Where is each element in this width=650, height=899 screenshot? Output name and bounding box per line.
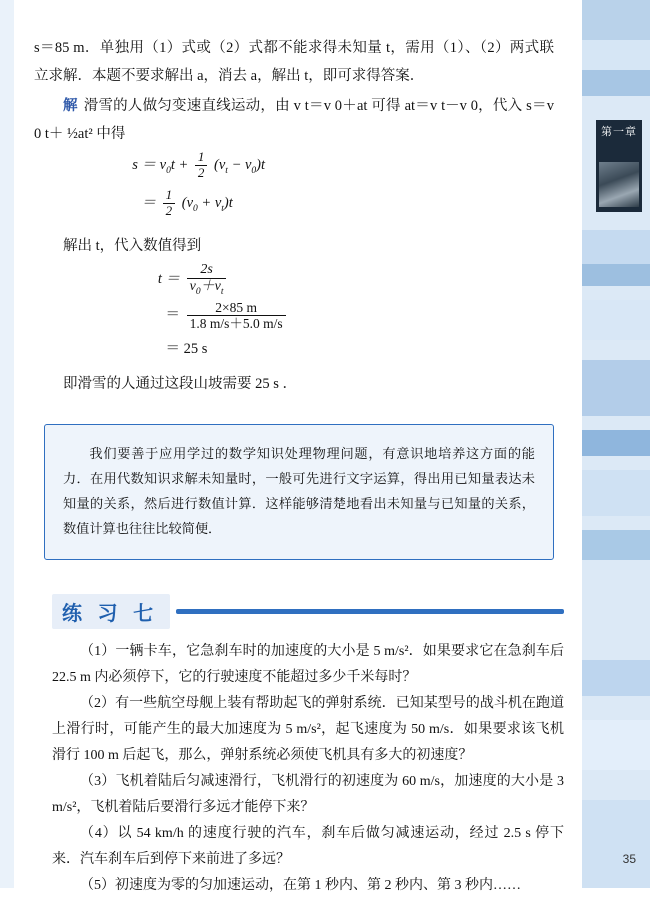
equation-2-body: $\frac{1}{2}$ $(v_0 + v_t)t$: [160, 195, 233, 211]
fraction-den: 2: [163, 203, 176, 219]
paragraph-problem-note: s＝85 m．单独用（1）式或（2）式都不能求得未知量 t，需用（1）、（2）两式联立求解．本题不要求解出 a，消去 a，解出 t，即可求得答案．: [34, 40, 554, 84]
chapter-tab-photo: [599, 162, 639, 207]
equation-5: [34, 334, 554, 364]
band-stripe: [582, 580, 650, 640]
page-number: 35: [622, 852, 636, 866]
fraction-num: 1: [165, 187, 173, 203]
equation-1-left: s ＝: [132, 157, 156, 173]
band-stripe: [582, 300, 650, 340]
fraction-2s-over-v0-plus-vt: [187, 262, 227, 298]
right-decor-band: [582, 0, 650, 888]
equation-4: [34, 300, 554, 332]
chapter-tab: [596, 120, 642, 212]
fraction-num: 1: [197, 149, 205, 165]
exercise-question: （2）有一些航空母舰上装有帮助起飞的弹射系统．已知某型号的战斗机在跑道上滑行时，可能产生的最大加速度为 5 m/s²，起飞速度为 50 m/s．如果要求该飞机滑行 100 m 后起飞，那么，弹射系统必须使飞机具有多大的初速度？: [52, 695, 564, 763]
band-stripe: [582, 264, 650, 286]
band-stripe: [582, 530, 650, 560]
band-stripe: [582, 0, 650, 40]
fraction-one-half: [163, 188, 176, 219]
equation-4-left: ＝: [165, 306, 180, 323]
equation-5-body: 25 s: [183, 340, 208, 357]
equation-1: [34, 150, 554, 186]
fraction-numeric: [187, 300, 286, 332]
band-stripe: [582, 230, 650, 264]
exercise-title: 练 习 七: [52, 594, 170, 629]
equation-1-body: $v_0t$ + $\frac{1}{2}$ $(v_t - v_0)t$: [159, 149, 266, 181]
band-stripe: [582, 430, 650, 456]
equation-2: [34, 188, 554, 224]
tip-box: [44, 424, 554, 560]
band-stripe: [582, 720, 650, 770]
exercise-rule: [176, 609, 564, 614]
fraction-num: 2×85 m: [215, 299, 257, 315]
band-stripe: [582, 660, 650, 696]
equation-5-left: ＝: [165, 340, 180, 357]
paragraph-solution: [34, 92, 554, 148]
tip-text: 我们要善于应用学过的数学知识处理物理问题，有意识地培养这方面的能力．在用代数知识求解未知量时，一般可先进行文字运算，得出用已知量表达未知量的关系，然后进行数值计算．这样能够清楚地看出未知量与已知量的关系，数值计算也往往比较简便．: [63, 445, 535, 536]
fraction-one-half: [195, 150, 208, 181]
equation-3: [34, 262, 554, 298]
fraction-den: 1.8 m/s＋5.0 m/s: [187, 315, 286, 332]
band-stripe: [582, 800, 650, 888]
exercise-header: [52, 594, 564, 629]
chapter-tab-label: 第一章: [601, 126, 637, 138]
exercise-question: （5）初速度为零的匀加速运动，在第 1 秒内、第 2 秒内、第 3 秒内……: [80, 877, 521, 893]
band-stripe: [582, 470, 650, 516]
solution-label: 解: [63, 98, 78, 114]
solution-text: 滑雪的人做匀变速直线运动，由 v t＝v 0＋at 可得 at＝v t－v 0，代入 s＝v 0 t＋ ½at² 中得: [34, 98, 555, 142]
equation-3-left: t ＝: [157, 271, 180, 288]
band-stripe: [582, 70, 650, 96]
exercise-question: （3）飞机着陆后匀减速滑行，飞机滑行的初速度为 60 m/s，加速度的大小是 3 m/s²，飞机着陆后要滑行多远才能停下来？: [52, 773, 564, 815]
fraction-den: 2: [195, 165, 208, 181]
fraction-den: $v_0+v_t$: [187, 278, 227, 298]
band-stripe: [582, 40, 650, 70]
paragraph-conclusion: 即滑雪的人通过这段山坡需要 25 s ．: [63, 375, 298, 392]
equation-2-left: ＝: [141, 194, 156, 211]
exercise-question: （1）一辆卡车，它急刹车时的加速度的大小是 5 m/s²．如果要求它在急刹车后 22.5 m 内必须停下，它的行驶速度不能超过多少千米每时？: [52, 643, 564, 685]
band-stripe: [582, 360, 650, 416]
paragraph-solve-t: 解出 t，代入数值得到: [63, 237, 202, 254]
exercise-question: （4）以 54 km/h 的速度行驶的汽车，刹车后做匀减速运动，经过 2.5 s 停下来．汽车刹车后到停下来前进了多远？: [52, 825, 564, 867]
fraction-num: 2s: [200, 261, 213, 277]
